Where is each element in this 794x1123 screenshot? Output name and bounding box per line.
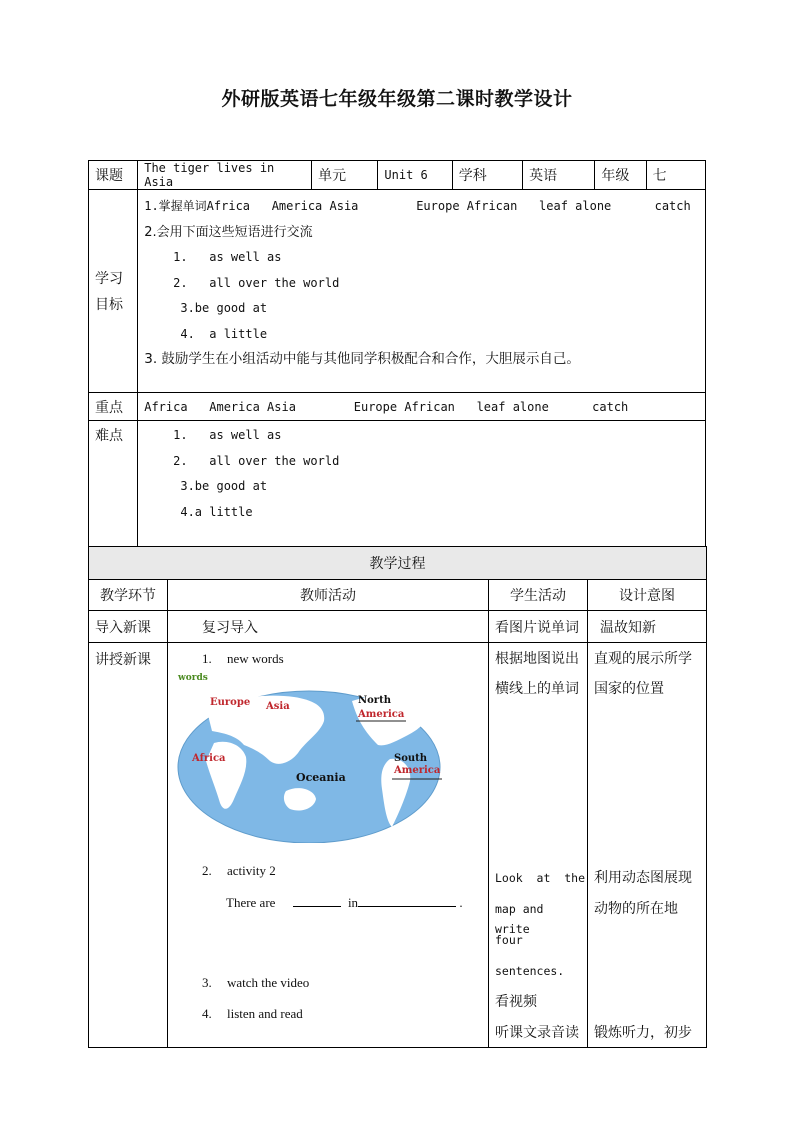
item2-sentence-a: There are	[226, 895, 276, 910]
keypoints-text: Africa America Asia Europe African leaf alone catch	[138, 393, 706, 421]
subject-value: 英语	[523, 161, 595, 190]
item1	[174, 651, 482, 671]
intent4: 锻炼听力，初步	[594, 1025, 692, 1041]
student1-line2: 横线上的单词	[495, 681, 579, 697]
process-band-title: 教学过程	[89, 547, 707, 580]
row1-teacher: 复习导入	[168, 611, 489, 643]
map-label-america-north: America	[358, 709, 405, 720]
blank-animal[interactable]	[293, 906, 341, 907]
item1-num: 1.	[202, 651, 212, 666]
goals-label-line2: 目标	[95, 297, 123, 313]
row1-stage: 导入新课	[89, 611, 168, 643]
item2	[174, 863, 482, 895]
item4-text: listen and read	[227, 1006, 303, 1021]
lesson-info-table	[88, 160, 706, 549]
student2-line: map and write	[495, 902, 544, 936]
difficulty-line: 4.a little	[144, 504, 253, 519]
student1-line1: 根据地图说出	[495, 651, 579, 667]
goals-content	[138, 190, 706, 393]
difficulty-line: 1. as well as	[144, 428, 282, 442]
item4	[174, 1006, 482, 1026]
goal-line: 3.be good at	[144, 301, 268, 315]
goals-label-line1: 学习	[95, 271, 123, 287]
col-stage-header: 教学环节	[89, 580, 168, 611]
intent2-line1: 利用动态图展现	[594, 870, 692, 886]
col-teacher-header: 教师活动	[168, 580, 489, 611]
map-label-america-south: America	[394, 765, 441, 776]
topic-label: 课题	[89, 161, 138, 190]
blank-place[interactable]	[358, 906, 456, 907]
keypoints-label: 重点	[89, 393, 138, 421]
difficulty-line: 3.be good at	[144, 479, 268, 493]
grade-value: 七	[646, 161, 705, 190]
row2-teacher	[168, 643, 489, 1048]
map-label-oceania: Oceania	[296, 771, 346, 784]
map-label-asia: Asia	[266, 701, 290, 712]
row1-intent: 温故知新	[588, 611, 707, 643]
goal-line: 4. a little	[144, 326, 268, 341]
map-label-europe: Europe	[210, 697, 251, 708]
item2-sentence-c: .	[459, 895, 463, 910]
goal-line: 1. as well as	[144, 250, 282, 264]
unit-label: 单元	[312, 161, 378, 190]
goals-label	[89, 190, 138, 393]
item3	[174, 975, 482, 1006]
student3: 看视频	[495, 994, 537, 1010]
goal-line: 2.会用下面这些短语进行交流	[144, 224, 313, 240]
student4: 听课文录音读	[495, 1025, 579, 1041]
col-intent-header: 设计意图	[588, 580, 707, 611]
row2-stage: 讲授新课	[89, 643, 168, 1048]
goal-line: 2. all over the world	[144, 275, 340, 290]
subject-label: 学科	[452, 161, 522, 190]
intent1-line2: 国家的位置	[594, 681, 664, 697]
intent2-line2: 动物的所在地	[594, 901, 678, 917]
item3-text: watch the video	[227, 975, 310, 990]
unit-value: Unit 6	[378, 161, 452, 190]
student2-line: sentences.	[495, 964, 565, 978]
item2-sentence-b: in	[347, 895, 359, 910]
topic-value: The tiger lives in Asia	[138, 161, 312, 190]
goal-line: 3. 鼓励学生在小组活动中能与其他同学积极配合和合作，大胆展示自己。	[144, 351, 580, 367]
grade-label: 年级	[595, 161, 646, 190]
row2-intent	[588, 643, 707, 1048]
item2-text: activity 2	[227, 863, 276, 878]
item2-num: 2.	[202, 863, 212, 878]
item2-sentence	[174, 895, 482, 939]
map-label-africa: Africa	[192, 753, 226, 764]
map-label-north: North	[358, 695, 391, 706]
col-student-header: 学生活动	[489, 580, 588, 611]
map-label-south: South	[394, 753, 428, 764]
item4-num: 4.	[202, 1006, 212, 1021]
student2-line: Look at the	[495, 871, 586, 885]
document-title: 外研版英语七年级年级第二课时教学设计	[221, 88, 573, 110]
item3-num: 3.	[202, 975, 212, 990]
teaching-process-table	[88, 546, 707, 1048]
difficulties-label: 难点	[89, 421, 138, 549]
student2-line: four	[495, 933, 523, 947]
row2-student	[489, 643, 588, 1048]
difficulties-content	[138, 421, 706, 549]
intent1-line1: 直观的展示所学	[594, 651, 692, 667]
map-tag-words: words	[178, 673, 208, 683]
goal-line: 1.掌握单词Africa America Asia Europe African leaf alone catch	[144, 199, 691, 213]
world-map-image	[174, 675, 444, 843]
difficulty-line: 2. all over the world	[144, 453, 340, 468]
row1-student: 看图片说单词	[489, 611, 588, 643]
item1-text: new words	[227, 651, 284, 666]
